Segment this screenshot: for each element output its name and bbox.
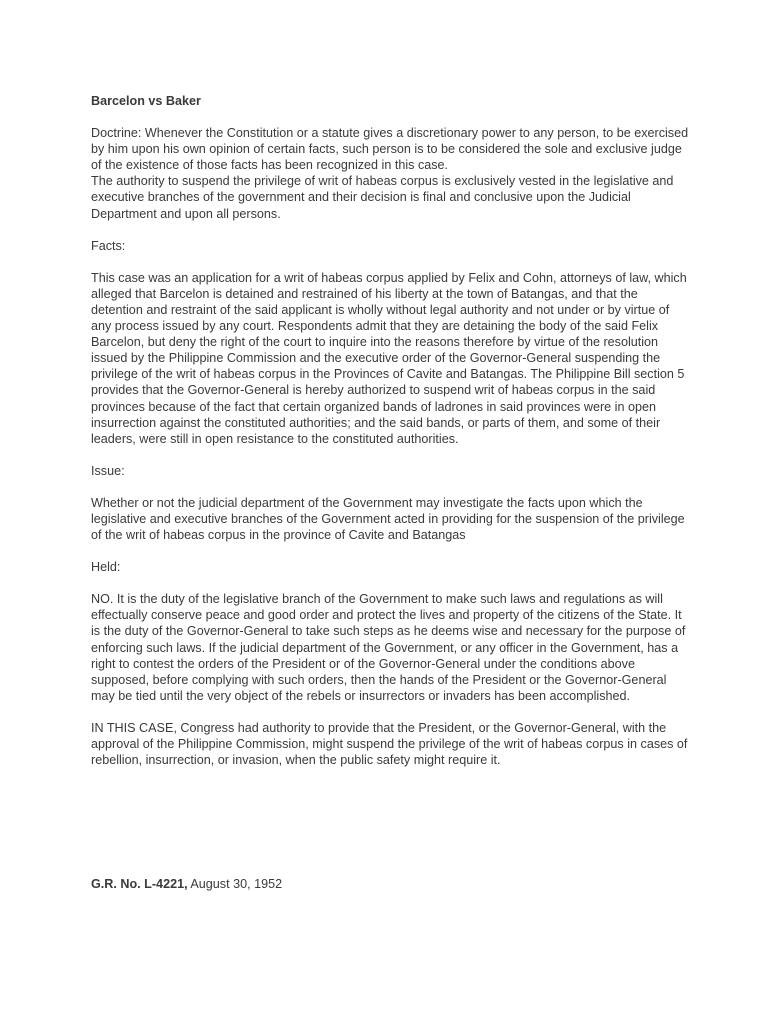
case-date: August 30, 1952	[187, 877, 283, 891]
issue-heading: Issue:	[91, 463, 125, 478]
doctrine-authority-paragraph: The authority to suspend the privilege of writ of habeas corpus is exclusively vested in the legislative and executive branches of the government and their decision is final and conclusive upon the Judicial Department and upon all persons.	[91, 174, 674, 221]
held-heading: Held:	[91, 560, 121, 575]
case-number: G.R. No. L-4221,	[91, 877, 188, 891]
document-body	[91, 93, 691, 768]
facts-heading: Facts:	[91, 238, 126, 253]
case-citation	[91, 876, 282, 892]
case-title: Barcelon vs Baker	[91, 94, 201, 108]
facts-paragraph: This case was an application for a writ of habeas corpus applied by Felix and Cohn, attorneys of law, which alleged that Barcelon is detained and restrained of his liberty at the town of Batangas, and that the detention and restraint of the said applicant is wholly without legal authority and not under or by virtue of any process issued by any court. Respondents admit that they are detaining the body of the said Felix Barcelon, but deny the right of the court to inquire into the reasons therefore by virtue of the resolution issued by the Philippine Commission and the executive order of the Governor-General suspending the privilege of the writ of habeas corpus in the Provinces of Cavite and Batangas. The Philippine Bill section 5 provides that the Governor-General is hereby authorized to suspend writ of habeas corpus in the said provinces because of the fact that certain organized bands of ladrones in said provinces were in open insurrection against the constituted authorities; and the said bands, or parts of them, and some of their leaders, were still in open resistance to the constituted authorities.	[91, 270, 687, 446]
in-this-case-paragraph: IN THIS CASE, Congress had authority to provide that the President, or the Governor-General, with the approval of the Philippine Commission, might suspend the privilege of the writ of habeas corpus in cases of rebellion, insurrection, or invasion, when the public safety might require it.	[91, 720, 688, 768]
issue-paragraph: Whether or not the judicial department of the Government may investigate the facts upon which the legislative and executive branches of the Government acted in providing for the suspension of the privilege of the writ of habeas corpus in the province of Cavite and Batangas	[91, 495, 685, 543]
held-paragraph: NO. It is the duty of the legislative branch of the Government to make such laws and regulations as will effectually conserve peace and good order and protect the lives and property of the citizens of the State. It is the duty of the Governor-General to take such steps as he deems wise and necessary for the purpose of enforcing such laws. If the judicial department of the Government, or any officer in the Government, has a right to contest the orders of the President or of the Governor-General under the conditions above supposed, before complying with such orders, then the hands of the President or the Governor-General may be tied until the very object of the rebels or insurrectors or invaders has been accomplished.	[91, 592, 686, 703]
doctrine-paragraph: Doctrine: Whenever the Constitution or a statute gives a discretionary power to any person, to be exercised by him upon his own opinion of certain facts, such person is to be considered the sole and exclusive judge of the existence of those facts has been recognized in this case.	[91, 126, 689, 173]
